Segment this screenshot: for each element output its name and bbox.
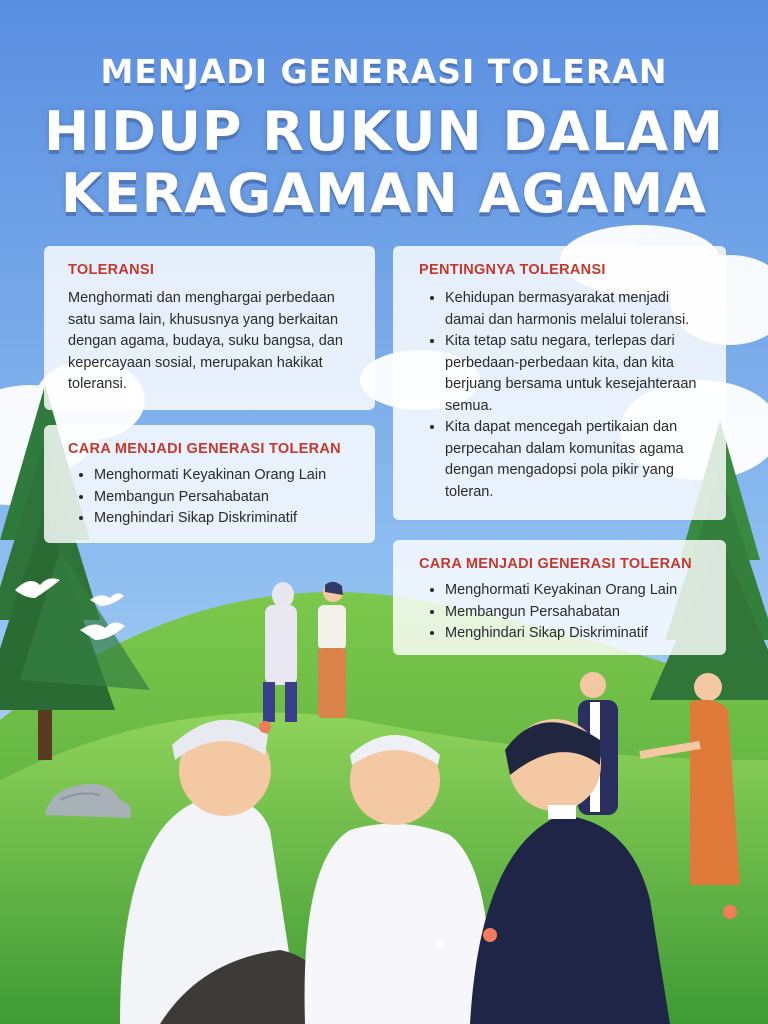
title-main-line2: KERAGAMAN AGAMA	[60, 162, 708, 225]
toleransi-body: Menghormati dan menghargai perbedaan satu sama lain, khususnya yang berkaitan dengan agama, budaya, suku bangsa, dan kepercayaan sosial, merupakan hakikat toleransi.	[68, 290, 343, 392]
pentingnya-list	[419, 288, 712, 503]
pentingnya-card	[393, 246, 726, 520]
cara-right-list	[419, 580, 712, 645]
cara-left-card	[44, 425, 375, 543]
title-top: MENJADI GENERASI TOLERAN	[100, 52, 668, 91]
list-item: • Kehidupan bermasyarakat menjadi damai dan harmonis melalui toleransi.	[445, 288, 712, 331]
toleransi-heading: TOLERANSI	[68, 262, 155, 278]
title-main-line1: HIDUP RUKUN DALAM	[43, 100, 725, 163]
cara-left-list	[68, 465, 353, 530]
pentingnya-heading: PENTINGNYA TOLERANSI	[419, 262, 606, 278]
list-item: • Membangun Persahabatan	[94, 487, 353, 509]
toleransi-card	[44, 246, 375, 410]
list-item: • Menghormati Keyakinan Orang Lain	[94, 465, 353, 487]
list-item: • Kita dapat mencegah pertikaian dan perpecahan dalam komunitas agama dengan mengadopsi pola pikir yang toleran.	[445, 417, 712, 503]
cara-left-heading: CARA MENJADI GENERASI TOLERAN	[68, 441, 341, 457]
list-item: • Menghindari Sikap Diskriminatif	[445, 623, 712, 645]
list-item: • Menghindari Sikap Diskriminatif	[94, 508, 353, 530]
cara-right-heading: CARA MENJADI GENERASI TOLERAN	[419, 556, 692, 572]
cara-right-card	[393, 540, 726, 655]
list-item: • Kita tetap satu negara, terlepas dari perbedaan-perbedaan kita, dan kita berjuang bersama untuk kesejahteraan semua.	[445, 331, 712, 417]
list-item: • Membangun Persahabatan	[445, 602, 712, 624]
list-item: • Menghormati Keyakinan Orang Lain	[445, 580, 712, 602]
